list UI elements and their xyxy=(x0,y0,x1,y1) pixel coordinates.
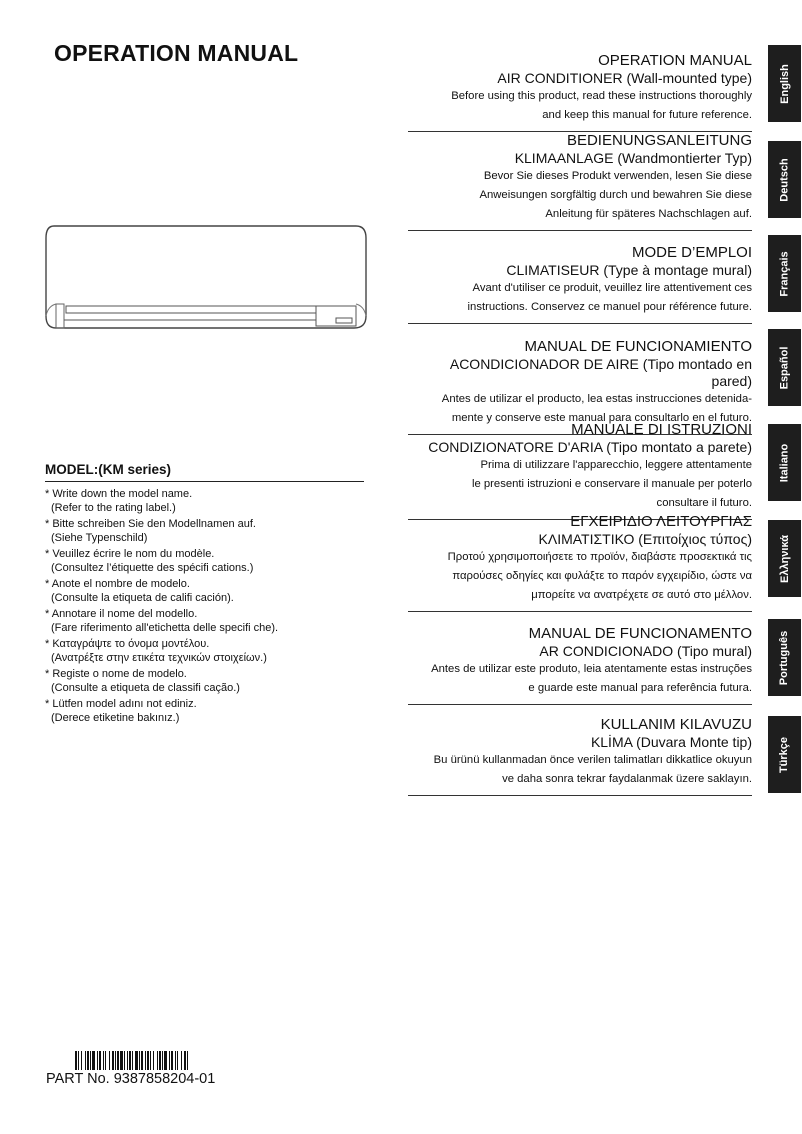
language-tab[interactable] xyxy=(768,520,801,597)
section-body-line: Avant d'utiliser ce produit, veuillez lire attentivement ces xyxy=(472,282,752,294)
section-title: MANUAL DE FUNCIONAMENTO xyxy=(528,625,752,642)
instruction-text: * Veuillez écrire le nom du modèle. xyxy=(45,548,215,560)
section-body-line: μπορείτε να ανατρέχετε σε αυτό στο μέλλον. xyxy=(531,589,752,601)
instruction-text: * Annotare il nome del modello. xyxy=(45,608,198,620)
model-instruction-item xyxy=(45,608,364,635)
model-section xyxy=(45,462,364,728)
section-body-line: mente y conserve este manual para consultarlo en el futuro. xyxy=(451,412,752,424)
model-instruction-item xyxy=(45,668,364,695)
instruction-text: * Bitte schreiben Sie den Modellnamen auf. xyxy=(45,518,256,530)
section-subtitle: KLIMAANLAGE (Wandmontierter Typ) xyxy=(514,150,752,166)
section-body-line: Bu ürünü kullanmadan önce verilen talimatları dikkatlice okuyun xyxy=(433,754,752,766)
instruction-note: (Ανατρέξτε στην ετικέτα τεχνικών στοιχείων.) xyxy=(51,651,267,664)
language-tab[interactable] xyxy=(768,235,801,312)
model-heading: MODEL:(KM series) xyxy=(45,462,364,482)
language-tab-label: Français xyxy=(778,250,791,297)
language-tab-label: English xyxy=(778,63,791,104)
instruction-text: * Write down the model name. xyxy=(45,488,193,500)
air-conditioner-illustration xyxy=(44,224,368,332)
instruction-note: (Consulte a etiqueta de classifi cação.) xyxy=(51,681,240,694)
language-tab-label: Ελληνικά xyxy=(778,534,791,583)
language-tab[interactable] xyxy=(768,619,801,696)
instruction-text: * Anote el nombre de modelo. xyxy=(45,578,190,590)
language-tab[interactable] xyxy=(768,329,801,406)
language-tab-label: Türkçe xyxy=(778,736,791,773)
model-instructions-list xyxy=(45,488,364,725)
language-tab-label: Português xyxy=(778,630,791,685)
language-section xyxy=(408,132,752,231)
section-body-line: Bevor Sie dieses Produkt verwenden, lesen Sie diese xyxy=(483,170,752,182)
section-body-line: Before using this product, read these instructions thoroughly xyxy=(451,90,752,102)
section-subtitle: CLIMATISEUR (Type à montage mural) xyxy=(506,262,752,278)
barcode xyxy=(75,1051,191,1070)
language-section xyxy=(408,625,752,705)
language-section xyxy=(408,52,752,132)
section-subtitle: AR CONDICIONADO (Tipo mural) xyxy=(539,643,752,659)
section-title: BEDIENUNGSANLEITUNG xyxy=(566,132,752,149)
language-tab[interactable] xyxy=(768,716,801,793)
language-section xyxy=(408,513,752,612)
section-body-line: and keep this manual for future reference. xyxy=(542,109,752,121)
language-tab[interactable] xyxy=(768,424,801,501)
section-subtitle: ACONDICIONADOR DE AIRE (Tipo montado en pared) xyxy=(449,356,752,389)
section-title: ΕΓΧΕΙΡΙΔΙΟ ΛΕΙΤΟΥΡΓΙΑΣ xyxy=(570,513,752,530)
section-subtitle: CONDIZIONATORE D'ARIA (Tipo montato a parete) xyxy=(428,439,752,455)
instruction-note: (Consulte la etiqueta de califi cación). xyxy=(51,591,234,604)
instruction-text: * Registe o nome de modelo. xyxy=(45,668,187,680)
section-body-line: Prima di utilizzare l'apparecchio, leggere attentamente xyxy=(480,459,752,471)
section-subtitle: AIR CONDITIONER (Wall-mounted type) xyxy=(497,70,752,86)
instruction-note: (Refer to the rating label.) xyxy=(51,501,176,514)
language-section xyxy=(408,244,752,324)
language-tab[interactable] xyxy=(768,45,801,122)
section-body-line: Antes de utilizar este produto, leia atentamente estas instruções xyxy=(431,663,752,675)
language-tab-label: Deutsch xyxy=(778,157,791,202)
section-title: MANUAL DE FUNCIONAMIENTO xyxy=(524,338,752,355)
section-body-line: instructions. Conservez ce manuel pour référence future. xyxy=(467,301,752,313)
language-section xyxy=(408,716,752,796)
section-body-line: le presenti istruzioni e conservare il manuale per poterlo xyxy=(471,478,752,490)
section-title: KULLANIM KILAVUZU xyxy=(600,716,752,733)
section-body-line: Anweisungen sorgfältig durch und bewahren Sie diese xyxy=(479,189,752,201)
section-body-line: e guarde este manual para referência futura. xyxy=(528,682,752,694)
model-instruction-item xyxy=(45,488,364,515)
section-title: MANUALE DI ISTRUZIONI xyxy=(571,421,752,438)
section-subtitle: ΚΛΙΜΑΤΙΣΤΙΚΟ (Επιτοίχιος τύπος) xyxy=(538,531,752,547)
instruction-note: (Siehe Typenschild) xyxy=(51,531,148,544)
instruction-note: (Fare riferimento all'etichetta delle specifi che). xyxy=(51,621,279,634)
language-section xyxy=(408,421,752,520)
part-number: PART No. 9387858204-01 xyxy=(46,1071,216,1087)
section-body-line: Anleitung für späteres Nachschlagen auf. xyxy=(545,208,752,220)
model-instruction-item xyxy=(45,698,364,725)
section-body-line: ve daha sonra tekrar faydalanmak üzere saklayın. xyxy=(502,773,752,785)
language-tab-label: Italiano xyxy=(778,443,791,482)
section-subtitle: KLİMA (Duvara Monte tip) xyxy=(590,734,752,750)
instruction-note: (Consultez l’étiquette des spécifi cations.) xyxy=(51,561,254,574)
model-instruction-item xyxy=(45,518,364,545)
model-instruction-item xyxy=(45,578,364,605)
model-instruction-item xyxy=(45,548,364,575)
section-body-line: Προτού χρησιμοποιήσετε το προϊόν, διαβάστε προσεκτικά τις xyxy=(447,551,752,563)
instruction-text: * Lütfen model adını not ediniz. xyxy=(45,698,197,710)
language-tab[interactable] xyxy=(768,141,801,218)
instruction-note: (Derece etiketine bakınız.) xyxy=(51,711,180,724)
section-body-line: consultare il futuro. xyxy=(656,497,752,509)
section-title: MODE D’EMPLOI xyxy=(631,244,752,261)
document-title: OPERATION MANUAL xyxy=(54,40,299,66)
section-body-line: παρούσες οδηγίες και φυλάξτε το παρόν εγχειρίδιο, ώστε να xyxy=(452,570,752,582)
language-tab-label: Español xyxy=(778,346,791,389)
section-title: OPERATION MANUAL xyxy=(598,52,752,69)
section-body-line: Antes de utilizar el producto, lea estas instrucciones detenida- xyxy=(441,393,752,405)
model-instruction-item xyxy=(45,638,364,665)
instruction-text: * Καταγράψτε το όνομα μοντέλου. xyxy=(45,638,210,650)
